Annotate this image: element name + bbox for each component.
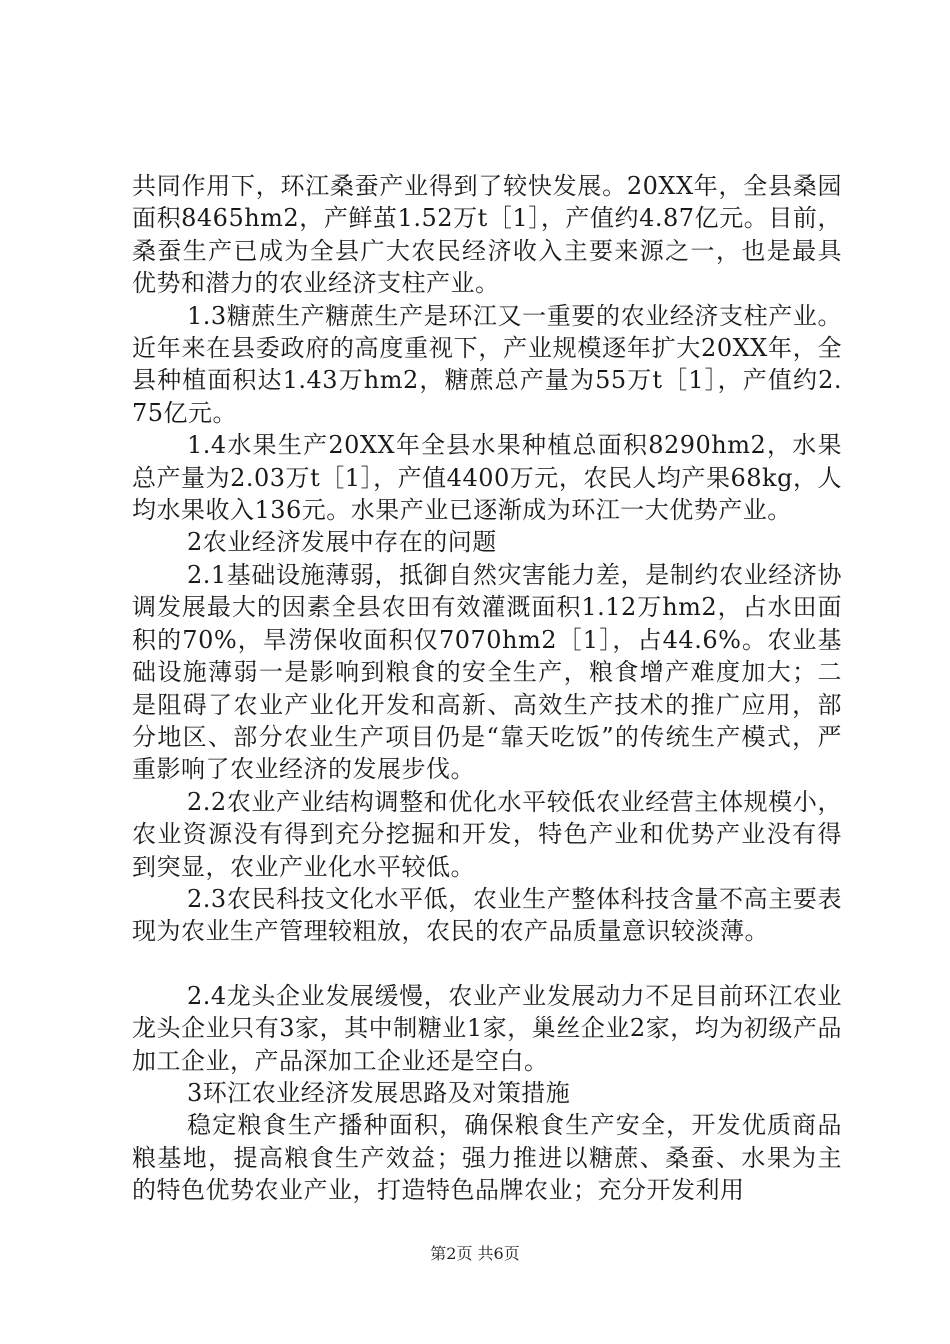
paragraph-structure: 2.2农业产业结构调整和优化水平较低农业经营主体规模小，农业资源没有得到充分挖掘和开发，特色产业和优势产业没有得到突显，农业产业化水平较低。 bbox=[132, 787, 842, 881]
paragraph-sugarcane: 1.3糖蔗生产糖蔗生产是环江又一重要的农业经济支柱产业。近年来在县委政府的高度重视下，产业规模逐年扩大20XX年，全县种植面积达1.43万hm2，糖蔗总产量为55万t［1］，产值约2.75亿元。 bbox=[132, 301, 842, 427]
paragraph-continued: 共同作用下，环江桑蚕产业得到了较快发展。20XX年，全县桑园面积8465hm2，产鲜茧1.52万t［1］，产值约4.87亿元。目前，桑蚕生产已成为全县广大农民经济收入主要来源之一，也是最具优势和潜力的农业经济支柱产业。 bbox=[132, 172, 842, 298]
paragraph-measures: 稳定粮食生产播种面积，确保粮食生产安全，开发优质商品粮基地，提高粮食生产效益；强力推进以糖蔗、桑蚕、水果为主的特色优势农业产业，打造特色品牌农业；充分开发利用 bbox=[132, 1111, 842, 1205]
paragraph-fruit: 1.4水果生产20XX年全县水果种植总面积8290hm2，水果总产量为2.03万t［1］，产值4400万元，农民人均产果68kg，人均水果收入136元。水果产业已逐渐成为环江一大优势产业。 bbox=[132, 431, 842, 525]
paragraph-enterprises: 2.4龙头企业发展缓慢，农业产业发展动力不足目前环江农业龙头企业只有3家，其中制糖业1家，巢丝企业2家，均为初级产品加工企业，产品深加工企业还是空白。 bbox=[132, 981, 842, 1075]
page-number: 第2页 共6页 bbox=[430, 1244, 520, 1263]
section-heading-problems: 2农业经济发展中存在的问题 bbox=[187, 528, 497, 557]
paragraph-technology: 2.3农民科技文化水平低，农业生产整体科技含量不高主要表现为农业生产管理较粗放，农民的农产品质量意识较淡薄。 bbox=[132, 884, 842, 946]
document-body bbox=[132, 170, 842, 1207]
section-heading-measures: 3环江农业经济发展思路及对策措施 bbox=[187, 1078, 571, 1107]
paragraph-infrastructure: 2.1基础设施薄弱，抵御自然灾害能力差，是制约农业经济协调发展最大的因素全县农田有效灌溉面积1.12万hm2，占水田面积的70%，旱涝保收面积仅7070hm2［1］，占44.6%。农业基础设施薄弱一是影响到粮食的安全生产，粮食增产难度加大；二是阻碍了农业产业化开发和高新、高效生产技术的推广应用，部分地区、部分农业生产项目仍是“靠天吃饭”的传统生产模式，严重影响了农业经济的发展步伐。 bbox=[132, 560, 842, 784]
